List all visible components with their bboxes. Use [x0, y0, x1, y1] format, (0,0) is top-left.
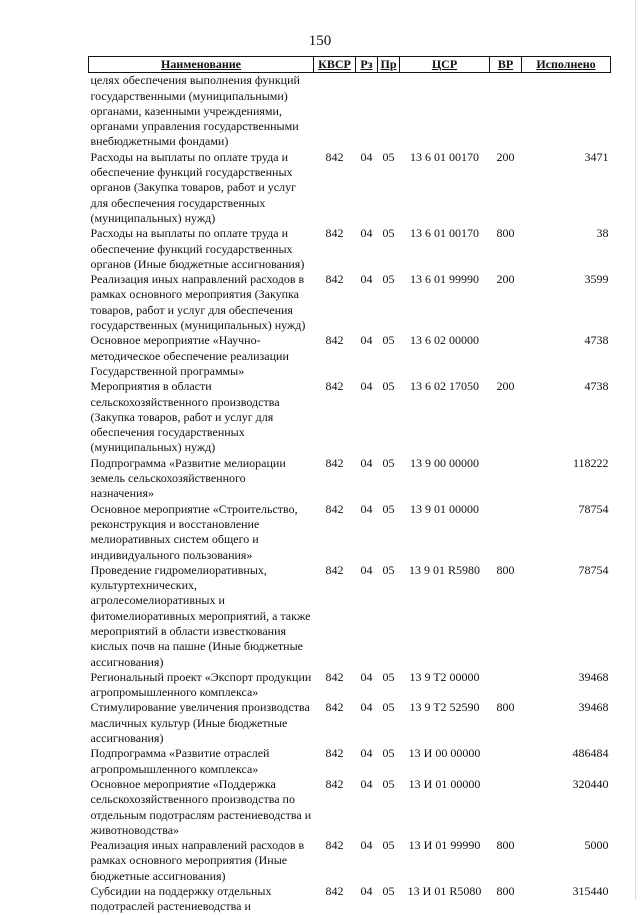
cell-csr: 13 6 01 00170: [410, 226, 479, 241]
scan-edge-line: [634, 0, 636, 899]
cell-executed: [522, 73, 611, 150]
cell-executed: 38: [596, 226, 609, 241]
header-vr: ВР: [490, 57, 522, 73]
cell-pr: 05: [382, 226, 395, 241]
cell-executed: 39468: [578, 700, 609, 715]
table-row: [89, 456, 611, 502]
cell-kvsr: 842: [325, 272, 344, 287]
cell-vr: [490, 333, 522, 379]
cell-rz: 04: [360, 746, 373, 761]
cell-name: Реализация иных направлений расходов в рамках основного мероприятия (Закупка товаров, работ и услуг для обеспечения государственных (муниципальных) нужд): [90, 272, 306, 333]
cell-rz: 04: [360, 501, 373, 516]
cell-pr: 05: [382, 149, 395, 164]
cell-rz: 04: [360, 700, 373, 715]
cell-vr: [490, 777, 522, 838]
cell-kvsr: 842: [325, 455, 344, 470]
cell-kvsr: [314, 73, 356, 150]
cell-rz: 04: [360, 333, 373, 348]
cell-vr: 200: [496, 272, 515, 287]
table-row: [89, 884, 611, 915]
cell-vr: 200: [496, 149, 515, 164]
cell-executed: 486484: [572, 746, 609, 761]
cell-pr: 05: [382, 669, 395, 684]
cell-kvsr: 842: [325, 746, 344, 761]
cell-csr: 13 9 00 00000: [410, 455, 479, 470]
cell-vr: [490, 456, 522, 502]
header-executed: Исполнено: [522, 57, 611, 73]
cell-kvsr: 842: [325, 379, 344, 394]
cell-vr: 800: [496, 838, 515, 853]
cell-vr: 800: [496, 562, 515, 577]
cell-vr: 800: [496, 884, 515, 899]
cell-csr: 13 6 02 00000: [410, 333, 479, 348]
cell-name: Субсидии на поддержку отдельных подотраслей растениеводства и: [90, 884, 272, 914]
cell-name: Реализация иных направлений расходов в рамках основного мероприятия (Иные бюджетные ассигнования): [90, 838, 305, 883]
cell-name: Основное мероприятие «Строительство, реконструкция и восстановление мелиоративных систем общего и индивидуального пользования»: [90, 501, 298, 562]
cell-kvsr: 842: [325, 333, 344, 348]
page-number: 150: [308, 33, 332, 49]
cell-vr: [490, 746, 522, 777]
cell-rz: 04: [360, 455, 373, 470]
cell-vr: [490, 73, 522, 150]
cell-pr: 05: [382, 746, 395, 761]
cell-csr: 13 И 01 99990: [408, 838, 481, 853]
cell-pr: 05: [382, 455, 395, 470]
cell-name: Подпрограмма «Развитие отраслей агропромышленного комплекса»: [90, 746, 270, 776]
cell-pr: 05: [382, 700, 395, 715]
table-row: [89, 272, 611, 333]
header-pr: Пр: [378, 57, 400, 73]
cell-pr: 05: [382, 562, 395, 577]
table-row: [89, 226, 611, 272]
cell-name: Мероприятия в области сельскохозяйственного производства (Закупка товаров, работ и услуг для обеспечения государственных (муниципальных) нужд): [90, 379, 280, 455]
cell-rz: 04: [360, 149, 373, 164]
cell-rz: 04: [360, 562, 373, 577]
cell-pr: 05: [382, 776, 395, 791]
cell-csr: 13 6 02 17050: [410, 379, 479, 394]
cell-executed: 39468: [578, 669, 609, 684]
cell-csr: 13 И 00 00000: [408, 746, 481, 761]
header-kvsr: КВСР: [314, 57, 356, 73]
cell-name: целях обеспечения выполнения функций государственными (муниципальными) органами, казенными учреждениями, органами управления государственными внебюджетными фондами): [90, 73, 300, 149]
cell-name: Расходы на выплаты по оплате труда и обеспечение функций государственных органов (Иные бюджетные ассигнования): [90, 226, 305, 271]
cell-name: Проведение гидромелиоративных, культуртехнических, агролесомелиоративных и фитомелиоративных мероприятий, а также мероприятий в области известкования кислых почв на пашне (Иные бюджетные ассигнования): [90, 562, 311, 669]
cell-kvsr: 842: [325, 562, 344, 577]
cell-csr: 13 9 01 00000: [410, 501, 479, 516]
table-row: [89, 700, 611, 746]
cell-csr: 13 9 T2 00000: [409, 669, 480, 684]
table-row: [89, 838, 611, 884]
cell-executed: 3471: [584, 149, 609, 164]
cell-kvsr: 842: [325, 149, 344, 164]
cell-name: Расходы на выплаты по оплате труда и обеспечение функций государственных органов (Закупка товаров, работ и услуг для обеспечения государственных (муниципальных) нужд): [90, 149, 296, 225]
cell-kvsr: 842: [325, 838, 344, 853]
cell-vr: 200: [496, 379, 515, 394]
cell-name: Основное мероприятие «Поддержка сельскохозяйственного производства по отдельным подотраслям растениеводства и животноводства»: [90, 776, 312, 837]
table-header-row: [89, 57, 611, 73]
cell-executed: 78754: [578, 501, 609, 516]
cell-executed: 315440: [572, 884, 609, 899]
cell-csr: 13 6 01 99990: [410, 272, 479, 287]
cell-rz: 04: [360, 379, 373, 394]
cell-kvsr: 842: [325, 884, 344, 899]
cell-rz: 04: [360, 226, 373, 241]
cell-executed: 3599: [584, 272, 609, 287]
header-name: Наименование: [89, 57, 314, 73]
cell-kvsr: 842: [325, 700, 344, 715]
table-row: [89, 746, 611, 777]
cell-name: Региональный проект «Экспорт продукции агропромышленного комплекса»: [90, 669, 312, 700]
cell-rz: 04: [360, 776, 373, 791]
cell-vr: [490, 670, 522, 701]
cell-vr: 800: [496, 700, 515, 715]
cell-pr: [378, 73, 400, 150]
cell-executed: 5000: [584, 838, 609, 853]
cell-kvsr: 842: [325, 776, 344, 791]
header-csr: ЦСР: [400, 57, 490, 73]
cell-rz: [356, 73, 378, 150]
table-row: [89, 502, 611, 563]
cell-name: Основное мероприятие «Научно-методическое обеспечение реализации Государственной программы»: [90, 333, 289, 378]
table-body: [89, 73, 611, 915]
table-row: [89, 333, 611, 379]
budget-table: [88, 56, 611, 915]
cell-rz: 04: [360, 838, 373, 853]
table-row: [89, 73, 611, 150]
cell-pr: 05: [382, 333, 395, 348]
table-row: [89, 777, 611, 838]
cell-csr: [400, 73, 490, 150]
cell-csr: 13 9 T2 52590: [409, 700, 480, 715]
table-row: [89, 150, 611, 226]
cell-pr: 05: [382, 884, 395, 899]
cell-vr: 800: [496, 226, 515, 241]
cell-executed: 78754: [578, 562, 609, 577]
cell-vr: [490, 502, 522, 563]
cell-kvsr: 842: [325, 501, 344, 516]
table-row: [89, 670, 611, 701]
cell-executed: 4738: [584, 379, 609, 394]
cell-csr: 13 9 01 R5980: [408, 562, 480, 577]
header-rz: Рз: [356, 57, 378, 73]
cell-pr: 05: [382, 838, 395, 853]
cell-csr: 13 6 01 00170: [410, 149, 479, 164]
cell-csr: 13 И 01 R5080: [407, 884, 482, 899]
cell-pr: 05: [382, 272, 395, 287]
cell-rz: 04: [360, 272, 373, 287]
cell-rz: 04: [360, 884, 373, 899]
table-row: [89, 563, 611, 670]
cell-name: Стимулирование увеличения производства масличных культур (Иные бюджетные ассигнования): [90, 700, 310, 746]
cell-executed: 118222: [572, 455, 609, 470]
cell-rz: 04: [360, 669, 373, 684]
cell-executed: 4738: [584, 333, 609, 348]
cell-name: Подпрограмма «Развитие мелиорации земель сельскохозяйственного назначения»: [90, 455, 286, 501]
cell-executed: 320440: [572, 776, 609, 791]
cell-kvsr: 842: [325, 226, 344, 241]
cell-csr: 13 И 01 00000: [408, 776, 481, 791]
cell-pr: 05: [382, 379, 395, 394]
table-row: [89, 379, 611, 455]
cell-pr: 05: [382, 501, 395, 516]
cell-kvsr: 842: [325, 669, 344, 684]
